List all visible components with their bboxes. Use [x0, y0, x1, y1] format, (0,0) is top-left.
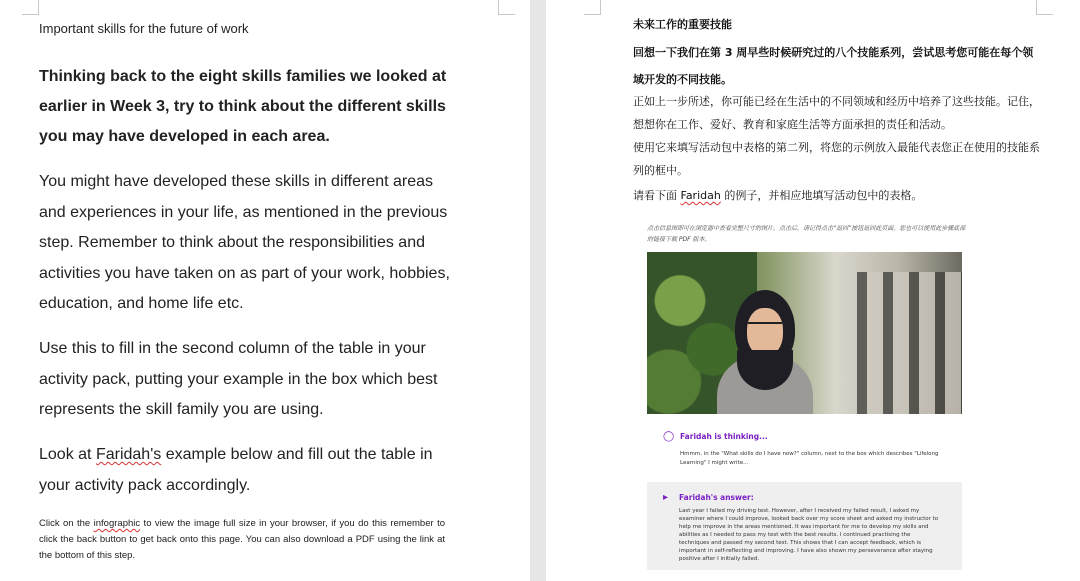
answer-box: [647, 482, 962, 570]
megaphone-icon: ▸: [663, 492, 669, 503]
person-glasses: [748, 322, 782, 332]
page-gutter: [530, 0, 546, 581]
spellcheck-word: infographic: [93, 518, 141, 529]
infographic-instructions: Click on the infographic to view the image full size in your browser, if you do this remember to click the back button to get back onto this page. You can also download a PDF using the link at the bottom of this step.: [39, 518, 445, 561]
thinking-text: Hmmm, in the "What skills do I have now?" column, next to the box which describes "Lifelong Learning" I might write...: [680, 451, 939, 466]
page-corner-mark: [584, 0, 601, 15]
page-corner-mark: [22, 0, 39, 15]
person-face: [747, 308, 783, 356]
thinking-title: Faridah is thinking...: [680, 432, 768, 441]
page-corner-mark: [1036, 0, 1053, 15]
intro-bold-paragraph: Thinking back to the eight skills families we looked at earlier in Week 3, try to think about the different skills you may have developed in each area.: [39, 68, 447, 145]
page-heading: Important skills for the future of work: [39, 21, 249, 36]
paragraph-faridah-example: Look at Faridah's example below and fill out the table in your activity pack accordingly.: [39, 446, 433, 494]
translated-heading: 未来工作的重要技能: [633, 18, 732, 31]
translated-intro-bold: 回想一下我们在第 3 周早些时候研究过的八个技能系列，尝试思考您可能在每个领域开发的不同技能。: [633, 46, 1034, 86]
infographic-caption: 点击信息图即可在浏览器中查看完整尺寸的图片。点击后，请记得点击“返回”按钮返回此页面。您也可以使用此步骤底部的链接下载 PDF 版本。: [647, 225, 966, 243]
translated-paragraph-2: 使用它来填写活动包中表格的第二列，将您的示例放入最能代表您正在使用的技能系列的框中。: [633, 141, 1040, 177]
paragraph-skills-areas: You might have developed these skills in different areas and experiences in your life, as mentioned in the previous step. Remember to think about the responsibilities and activities you have taken on as part of your work, hobbies, education, and home life etc.: [39, 173, 450, 312]
paragraph-fill-table: Use this to fill in the second column of the table in your activity pack, putting your example in the box which best represents the skill family you are using.: [39, 340, 438, 418]
answer-text: Last year I failed my driving test. However, after I received my failed result, I asked my examiner where I could improve, looked back over my score sheet and asked my instructor to help me improve in the areas mentioned. It was important for me to develop my skills and abilities as I needed to pass my test with the best results. I continued practising the techniques and passed my second test. This shows that I can accept feedback, which is important in self-reflecting and improving. I have also shown my perseverance after staying positive after I initially failed.: [679, 508, 939, 562]
page-corner-mark: [498, 0, 515, 15]
answer-title: Faridah's answer:: [679, 493, 754, 502]
building-background: [857, 272, 962, 414]
translated-paragraph-1: 正如上一步所述，你可能已经在生活中的不同领域和经历中培养了这些技能。记住，想想你在工作、爱好、教育和家庭生活等方面承担的责任和活动。: [633, 95, 1040, 131]
left-document-page: [0, 0, 530, 581]
translated-paragraph-3: 请看下面 Faridah 的例子，并相应地填写活动包中的表格。: [633, 189, 923, 202]
right-document-page: [546, 0, 1080, 581]
spellcheck-word: Faridah's: [95, 446, 162, 463]
spellcheck-word: Faridah: [680, 189, 721, 202]
lightbulb-icon: ◯: [663, 431, 675, 442]
faridah-photo[interactable]: [647, 252, 962, 414]
